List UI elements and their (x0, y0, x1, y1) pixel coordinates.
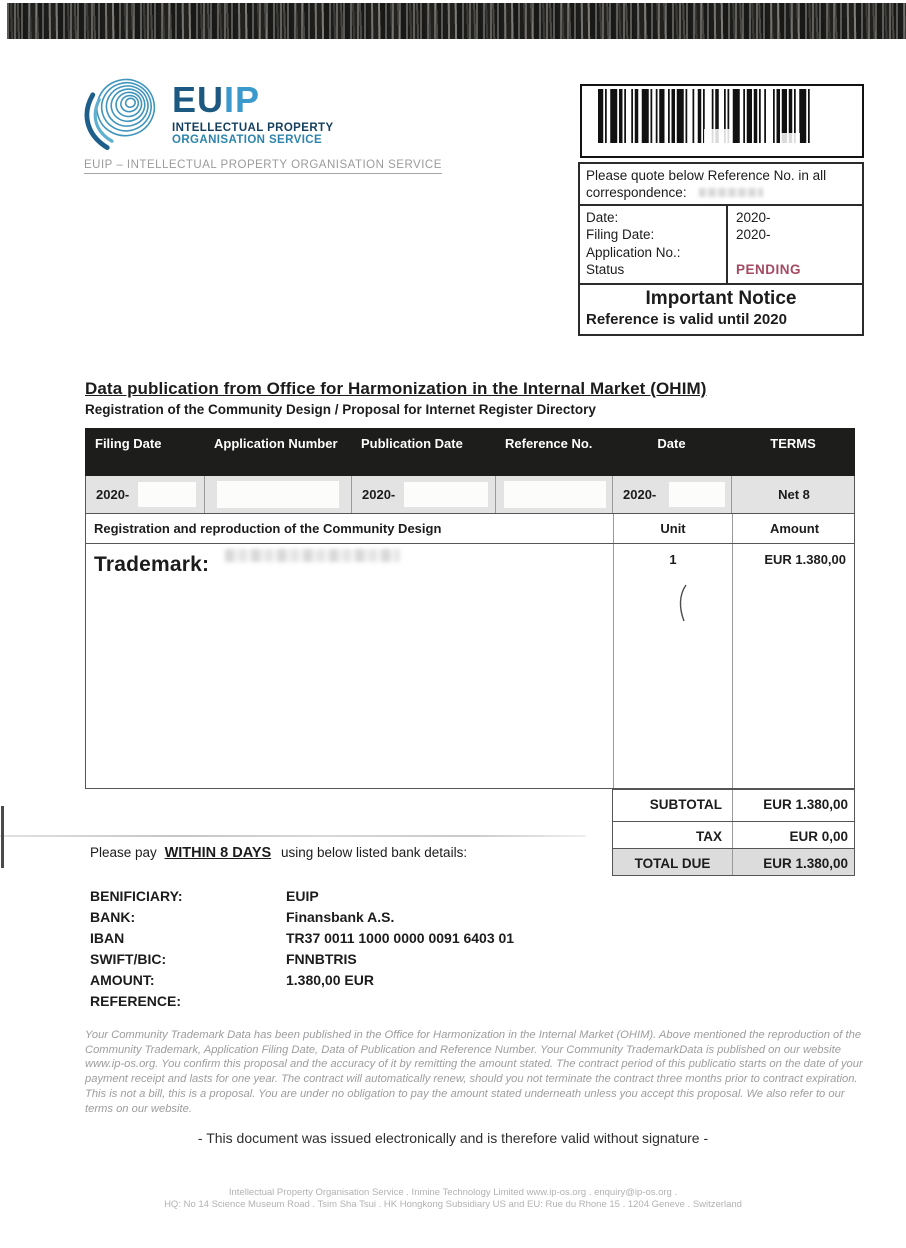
cell-terms: Net 8 (778, 487, 810, 502)
cell-application-number (205, 476, 352, 513)
cell-publication-date: 2020- (352, 476, 496, 513)
column-header-filing-date: Filing Date (95, 436, 162, 451)
reference-row-date: Date: 2020- (586, 209, 771, 225)
reference-quote-line: Please quote below Reference No. in all correspondence: (580, 164, 862, 206)
section-description: Registration and reproduction of the Community Design (94, 521, 442, 536)
bank-row-amount: AMOUNT: 1.380,00 EUR (90, 972, 374, 988)
redaction-box (138, 482, 196, 507)
item-row (85, 544, 855, 789)
globe-icon (80, 74, 160, 159)
redaction-box (504, 481, 606, 508)
total-due-row (612, 849, 855, 876)
cell-date: 2020- (613, 476, 732, 513)
column-header-date: Date (657, 436, 686, 451)
logo-acronym: EUIP (172, 79, 261, 120)
total-due-value: EUR 1.380,00 (732, 849, 856, 875)
bank-row-reference: REFERENCE: (90, 993, 182, 1009)
subtotal-label: SUBTOTAL (649, 797, 722, 812)
bank-row-iban: IBAN TR37 0011 1000 0000 0091 6403 01 (90, 930, 515, 946)
logo-line-intellectual-property: INTELLECTUAL PROPERTY (172, 122, 334, 134)
subtotal-row (612, 789, 855, 822)
status-badge: PENDING (736, 262, 802, 278)
section-header-row (85, 514, 855, 544)
column-header-publication-date: Publication Date (361, 436, 463, 451)
important-notice-title: Important Notice (645, 287, 797, 309)
table-row (85, 476, 855, 514)
bank-details (90, 886, 514, 1012)
electronic-signature-note: - This document was issued electronically and is therefore valid without signature - (197, 1130, 709, 1146)
item-amount: EUR 1.380,00 (732, 544, 856, 788)
tax-value: EUR 0,00 (732, 822, 856, 848)
amount-header: Amount (732, 514, 856, 543)
important-notice (580, 285, 862, 334)
important-notice-text: Reference is valid until 2020 (586, 310, 787, 328)
redaction-box (217, 481, 339, 508)
page-footer (0, 1187, 906, 1210)
item-unit: 1 (613, 544, 732, 788)
reference-row-filing-date: Filing Date: 2020- (586, 227, 771, 243)
reference-rows (580, 206, 862, 285)
payment-deadline: WITHIN 8 DAYS (164, 845, 272, 861)
subtotal-value: EUR 1.380,00 (732, 790, 856, 821)
fine-print: Your Community Trademark Data has been published in the Office for Harmonization in the Internal Market (OHIM). Above mentioned the reproduction of the Community Trademark, Application Filing Date, Data of Publication and Reference Number. Your Community TrademarkData is published on our website www.ip-os.org. You confirm this proposal and the accuracy of it by remitting the amount stated. The contract period of this publicatio starts on the date of your payment receipt and lasts for one year. The contract will automatically renew, should you not terminate the contract three months prior to contract expiration. This is not a bill, this is a proposal. You are under no obligation to pay the amount stated underneath unless you accept this proposal. We also refer to our terms on our website. (85, 1029, 863, 1115)
barcode (580, 84, 864, 158)
bank-row-swift: SWIFT/BIC: FNNBTRIS (90, 951, 357, 967)
footer-line-1: Intellectual Property Organisation Service . Inmine Technology Limited www.ip-os.org . enquiry@ip-os.org . (228, 1187, 678, 1198)
scan-edge-mark (1, 806, 4, 868)
logo-line-organisation-service: ORGANISATION SERVICE (172, 134, 323, 146)
redaction-box (669, 482, 725, 507)
page-subtitle: Registration of the Community Design / Proposal for Internet Register Directory (85, 402, 596, 417)
bank-row-bank: BANK: Finansbank A.S. (90, 909, 395, 925)
logo-tagline: EUIP – INTELLECTUAL PROPERTY ORGANISATION SERVICE (84, 159, 442, 174)
column-header-reference-no: Reference No. (505, 436, 593, 451)
unit-header: Unit (613, 514, 732, 543)
payment-instruction: Please pay WITHIN 8 DAYS using below listed bank details: (90, 845, 468, 861)
redacted-trademark-name (225, 549, 400, 562)
totals-block (612, 789, 855, 876)
tax-label: TAX (696, 829, 722, 844)
bank-row-beneficiary: BENIFICIARY: EUIP (90, 888, 319, 904)
reference-box (578, 162, 864, 336)
reference-row-application-no: Application No.: (586, 244, 681, 260)
page-title: Data publication from Office for Harmonization in the Internal Market (OHIM) (85, 379, 707, 398)
cell-filing-date: 2020- (86, 476, 205, 513)
total-due-label: TOTAL DUE (634, 856, 711, 871)
footer-line-2: HQ: No 14 Science Museum Road . Tsim Sha Tsui . HK Hongkong Subsidiary US and EU: Rue du Rhone 15 . 1204 Geneve . Switzerland (164, 1198, 742, 1210)
cell-reference-no (496, 476, 613, 513)
reference-row-status: Status PENDING (580, 261, 862, 279)
column-header-terms: TERMS (770, 436, 816, 451)
scan-artifact-top-bar (7, 3, 906, 39)
company-logo (80, 74, 334, 159)
redacted-reference-number (699, 188, 763, 197)
tax-row (612, 822, 855, 849)
table-header-row (85, 428, 855, 476)
item-description: Trademark: (86, 544, 613, 788)
scan-fold-line (0, 835, 586, 837)
redaction-box (404, 482, 488, 507)
pen-mark (676, 584, 690, 622)
column-header-application-number: Application Number (214, 436, 338, 451)
